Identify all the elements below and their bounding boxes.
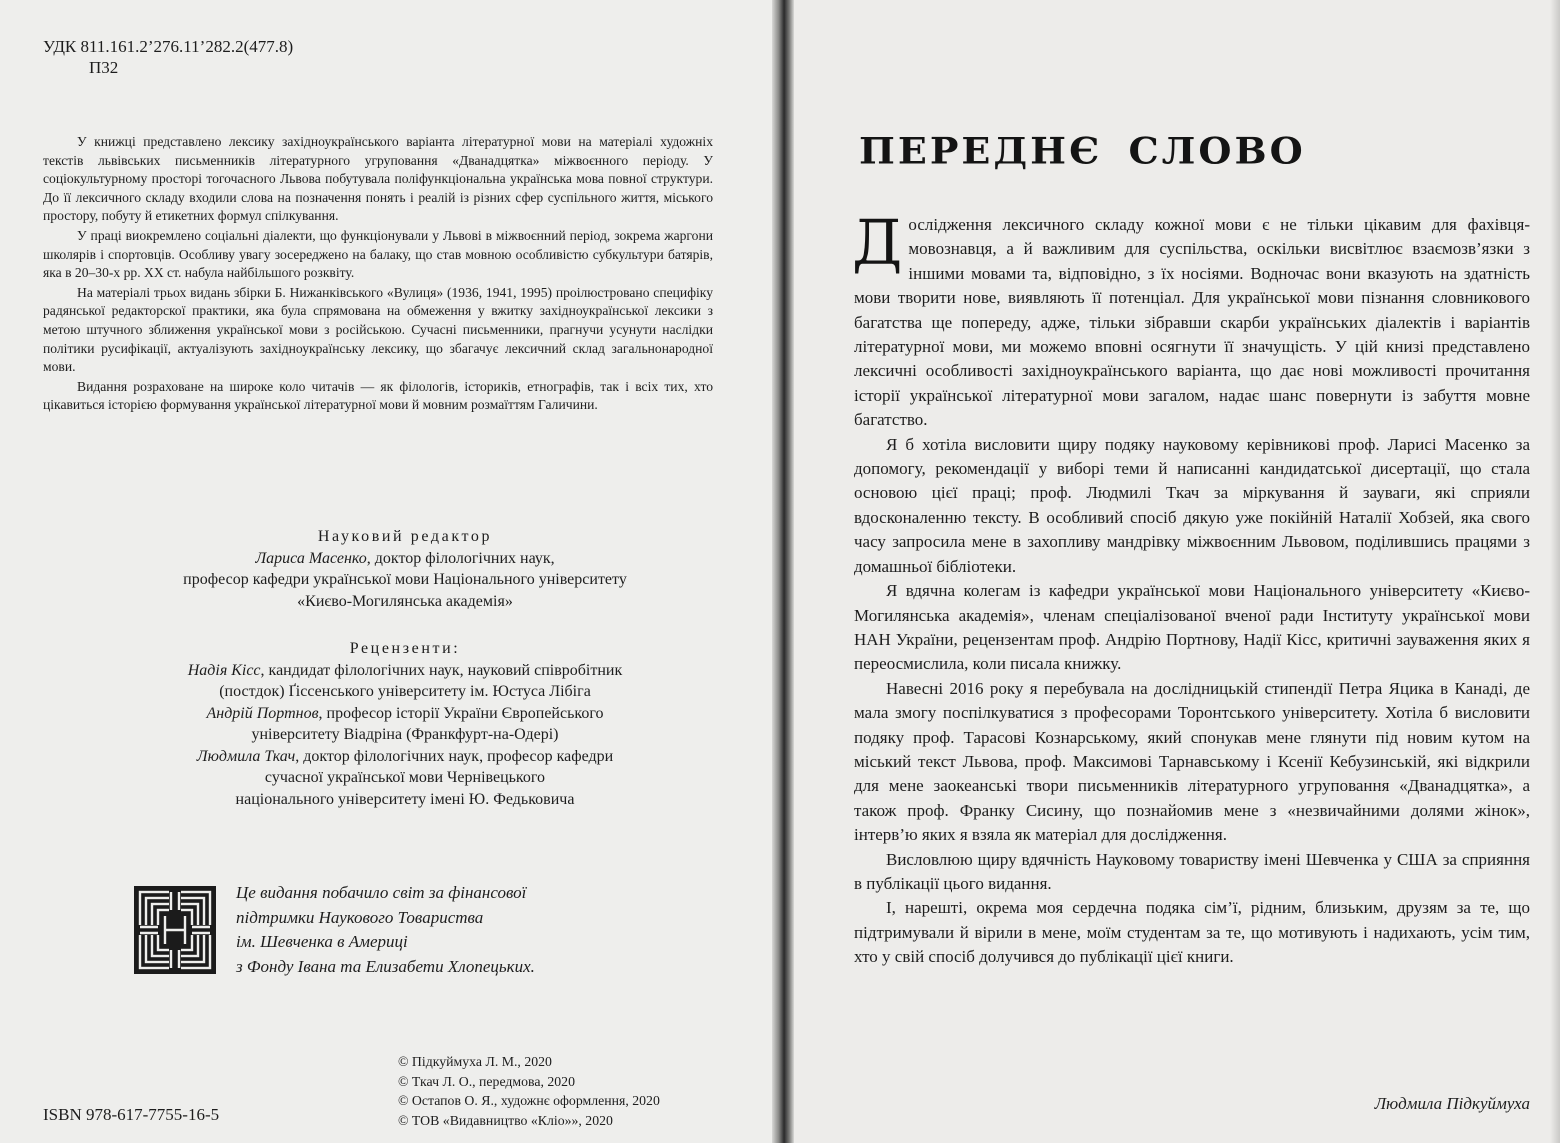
abstract-paragraph: У праці виокремлено соціальні діалекти, що функціонували у Львові в міжвоєнний період, зокрема жаргони школярів і спортовців. Особливу увагу зосереджено на балаку, що став мовною особливістю субкультури батярів, яка в 20–30-х рр. ХХ ст. набула найбільшого розквіту. bbox=[43, 227, 713, 281]
drop-cap: Д bbox=[852, 206, 903, 279]
reviewer-name: Андрій Портнов bbox=[206, 704, 319, 722]
editor-line: Лариса Масенко, доктор філологічних наук, bbox=[255, 549, 555, 567]
editor-heading: Науковий редактор bbox=[317, 528, 493, 545]
foreword-paragraph: Я вдячна колегам із кафедри української мови Національного університету «Києво-Могилянська академія», членам спеціалізованої вченої ради Інституту української мови НАН України, рецензентам проф. Андрію Портнову, Надії Кісс, критичні зауваження яких я переосмислила, коли писала книжку. bbox=[854, 581, 1530, 674]
foreword-text bbox=[852, 206, 1530, 970]
editor-name: Лариса Масенко bbox=[255, 549, 367, 567]
foreword-paragraph: Висловлюю щиру вдячність Науковому товариству імені Шевченка у США за сприяння в публікації цього видання. bbox=[854, 849, 1530, 893]
abstract-paragraph: На матеріалі трьох видань збірки Б. Нижанківського «Вулиця» (1936, 1941, 1995) проілюстровано специфіку радянської редакторскої практики, яка була спрямована на обмеження у вжитку західноукраїнської лексики з метою штучного зближення української мови з російською. Сучасні письменники, прагнучи усунути наслідки політики русифікації, актуалізують західноукраїнську лексику, що збагачує лексичний склад загальнонародної мови. bbox=[43, 284, 713, 375]
sponsor-line: Це видання побачило світ за фінансової bbox=[236, 883, 527, 902]
abstract-paragraph: У книжці представлено лексику західноукраїнського варіанта літературної мови на матеріалі художніх текстів львівських письменників літературного угруповання «Дванадцятка» міжвоєнного періоду. У соціокультурному просторі тогочасного Львова побутувала поліфункціональна українська мова повної структури. До її лексичного складу входили слова на позначення понять і реалій із різних сфер суспільного життя, міського простору, побуту й етикетних формул спілкування. bbox=[43, 134, 713, 224]
left-page bbox=[0, 0, 772, 1143]
page-title: ПЕРЕДНЄ СЛОВО bbox=[859, 129, 1306, 172]
author-signature: Людмила Підкуймуха bbox=[1374, 1094, 1530, 1113]
foreword-paragraph: І, нарешті, окрема моя сердечна подяка сім’ї, рідним, близьким, друзям за те, що підтримували й вірили в мене, моїм студентам за те, що мотивують і надихають, усім тим, хто у свій спосіб долучився до публікації цієї книги. bbox=[854, 898, 1530, 967]
reviewers-heading: Рецензенти: bbox=[349, 640, 461, 657]
right-page bbox=[794, 0, 1560, 1143]
credits-block bbox=[110, 526, 700, 810]
copyright-line: © Остапов О. Я., художнє оформлення, 2020 bbox=[398, 1093, 660, 1108]
book-spine-gutter bbox=[772, 0, 794, 1143]
abstract-paragraph: Видання розраховане на широке коло читачів — як філологів, істориків, етнографів, так і всіх тих, хто цікавиться історією формування української літературної мови й мовним розмаїттям Галичини. bbox=[43, 378, 713, 413]
reviewer-line: Надія Кісс, кандидат філологічних наук, науковий співробітник bbox=[187, 661, 623, 679]
reviewer-line: Людмила Ткач, доктор філологічних наук, професор кафедри bbox=[196, 747, 614, 765]
reviewer-line: сучасної української мови Чернівецького bbox=[264, 769, 546, 786]
author-code: П32 bbox=[89, 58, 119, 77]
shevchenko-society-maze-logo-icon bbox=[133, 885, 217, 975]
copyright-line: © ТОВ «Видавництво «Кліо»», 2020 bbox=[398, 1112, 613, 1128]
isbn: ISBN 978-617-7755-16-5 bbox=[43, 1105, 220, 1124]
udk-block bbox=[43, 36, 293, 78]
reviewer-line: (постдок) Ґіссенського університету ім. Юстуса Лібіга bbox=[219, 683, 591, 700]
foreword-paragraph: Я б хотіла висловити щиру подяку науковому керівникові проф. Ларисі Масенко за допомогу, рекомендації у виборі теми й написанні кандидатської дисертації, що стала основою цієї праці; проф. Людмилі Ткач за міркування й зауваги, які сприяли вдосконаленню тексту. В особливий спосіб дякую уже покійній Наталії Хобзей, яка свого часу запросила мене в захопливу мандрівку міжвоєнним Львовом, поділившись працями з домашньої бібліотеки. bbox=[854, 434, 1530, 576]
sponsor-line: ім. Шевченка в Америці bbox=[236, 932, 408, 951]
reviewer-name: Надія Кісс bbox=[187, 661, 261, 679]
editor-line: професор кафедри української мови Національного університету bbox=[183, 571, 627, 588]
sponsor-note bbox=[236, 881, 656, 979]
udk-index: УДК 811.161.2’276.11’282.2(477.8) bbox=[43, 37, 294, 56]
copyright-line: © Підкуймуха Л. М., 2020 bbox=[398, 1054, 552, 1069]
foreword-paragraph: Дослідження лексичного складу кожної мови є не тільки цікавим для фахівця-мовознавця, а й важливим для суспільства, оскільки висвітлює взаємозв’язки з іншими мовами та, відповідно, з їх носіями. Водночас вони вказують на здатність мови творити нове, виявляють її потенціал. Для української мови пізнання словникового багатства ще попереду, адже, тільки зібравши скарби українських діалектів і варіантів літературної мови, ми можемо вповні осягнути її значущість. У цій книзі представлено лексичні особливості західноукраїнського варіанта, що дає нові можливості прочитання історії української літературної мови загалом, надає шанс повернути із забуття мовне багатство. bbox=[852, 206, 1530, 430]
reviewer-line: національного університету імені Ю. Федьковича bbox=[235, 790, 575, 808]
book-abstract bbox=[43, 133, 713, 416]
copyright-line: © Ткач Л. О., передмова, 2020 bbox=[398, 1073, 575, 1089]
reviewer-line: Андрій Портнов, професор історії України Європейського bbox=[206, 704, 604, 722]
copyright-block bbox=[398, 1052, 660, 1130]
editor-line: «Києво-Могилянська академія» bbox=[297, 592, 513, 610]
reviewer-name: Людмила Ткач bbox=[196, 747, 296, 765]
sponsor-line: з Фонду Івана та Елизабети Хлопецьких. bbox=[236, 956, 535, 976]
reviewer-line: університету Віадріна (Франкфурт-на-Одері) bbox=[251, 726, 559, 743]
foreword-paragraph: Навесні 2016 року я перебувала на дослідницькій стипендії Петра Яцика в Канаді, де мала змогу поспілкуватися з професорами Торонтського університету. Хотіла б висловити подяку проф. Тарасові Кознарському, який спонукав мене глянути під новим кутом на міський текст Львова, проф. Максимові Тарнавському і Ксенії Кебузинській, які відкрили для мене заокеанські твори письменників літературного угруповання «Дванадцятка», а також проф. Франку Сисину, що познайомив мене з «незвичайними долями жінок», інтерв’ю яких я взяла як матеріал для дослідження. bbox=[854, 678, 1530, 845]
sponsor-line: підтримки Наукового Товариства bbox=[236, 907, 484, 927]
